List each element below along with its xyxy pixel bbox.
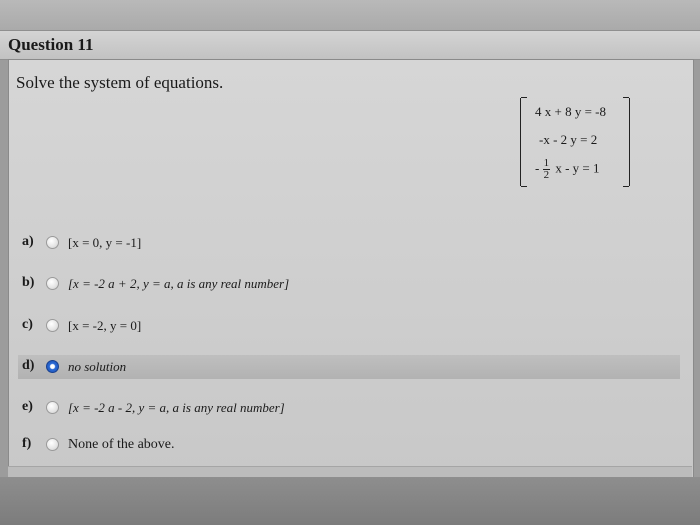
option-letter: f) — [22, 436, 32, 451]
option-d[interactable] — [18, 355, 678, 381]
option-text: no solution — [68, 359, 127, 374]
question-prompt: Solve the system of equations. — [16, 73, 224, 92]
fraction-numerator: 1 — [543, 157, 550, 169]
equation-3-sign: - — [535, 160, 540, 176]
equation-2: -x - 2 y = 2 — [539, 132, 598, 147]
option-text: [x = -2 a + 2, y = a, a is any real number] — [68, 276, 290, 291]
option-c[interactable] — [18, 314, 678, 340]
option-a[interactable] — [18, 231, 678, 257]
option-f[interactable] — [18, 433, 678, 459]
fraction-denominator: 2 — [543, 169, 550, 181]
option-c-radio[interactable] — [46, 319, 59, 332]
option-letter: e) — [22, 399, 33, 414]
option-letter: d) — [22, 358, 35, 373]
option-letter: a) — [22, 234, 34, 249]
bottom-bar — [0, 477, 700, 525]
equation-1: 4 x + 8 y = -8 — [535, 104, 606, 119]
option-text: [x = -2, y = 0] — [68, 318, 142, 333]
option-b-radio[interactable] — [46, 277, 59, 290]
option-d-radio-selected[interactable] — [46, 360, 59, 373]
option-b[interactable] — [18, 272, 678, 298]
top-bar — [0, 0, 700, 30]
question-title: Question 11 — [8, 35, 94, 54]
option-f-radio[interactable] — [46, 438, 59, 451]
equation-system — [520, 98, 630, 186]
horizontal-scrollbar[interactable] — [8, 466, 692, 477]
option-letter: c) — [22, 317, 33, 332]
option-text: [x = -2 a - 2, y = a, a is any real number] — [68, 400, 285, 415]
equation-3-fraction — [543, 158, 551, 181]
option-e[interactable] — [18, 396, 678, 422]
option-text: None of the above. — [68, 437, 175, 452]
option-e-radio[interactable] — [46, 401, 59, 414]
equation-3 — [535, 158, 600, 181]
option-letter: b) — [22, 275, 35, 290]
equation-3-rest: x - y = 1 — [555, 160, 600, 176]
question-header — [0, 30, 700, 60]
option-a-radio[interactable] — [46, 236, 59, 249]
option-text: [x = 0, y = -1] — [68, 235, 142, 250]
